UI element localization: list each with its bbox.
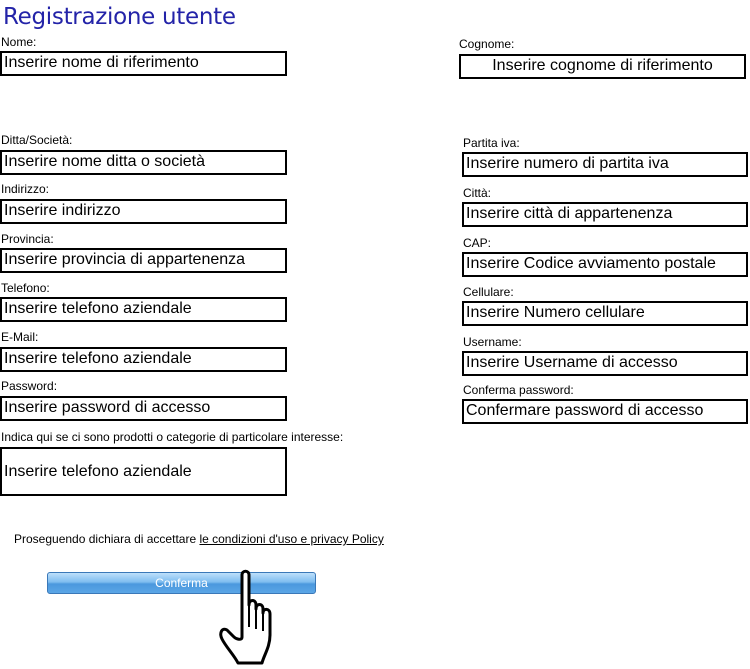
hand-pointer-icon [218,567,288,667]
conferma-button[interactable]: Conferma [47,572,316,594]
page-title: Registrazione utente [3,4,236,30]
label-cellulare: Cellulare: [463,285,514,299]
input-username[interactable]: Inserire Username di accesso [462,351,748,376]
input-citta[interactable]: Inserire città di appartenenza [462,202,748,227]
label-email: E-Mail: [1,330,39,344]
label-password: Password: [1,379,58,393]
input-conferma-password[interactable]: Confermare password di accesso [462,399,748,424]
label-provincia: Provincia: [1,232,54,246]
consent-prefix: Proseguendo dichiara di accettare [14,532,200,546]
input-indirizzo[interactable]: Inserire indirizzo [0,199,287,224]
input-email[interactable]: Inserire telefono aziendale [0,347,287,372]
input-provincia[interactable]: Inserire provincia di appartenenza [0,248,287,273]
label-citta: Città: [463,186,492,200]
input-password[interactable]: Inserire password di accesso [0,396,287,421]
label-conferma-password: Conferma password: [463,383,574,397]
input-ditta[interactable]: Inserire nome ditta o società [0,150,287,175]
terms-privacy-link[interactable]: le condizioni d'uso e privacy Policy [199,532,384,546]
input-partita-iva[interactable]: Inserire numero di partita iva [462,152,748,177]
label-partita-iva: Partita iva: [463,136,520,150]
input-telefono[interactable]: Inserire telefono aziendale [0,297,287,322]
textarea-interessi[interactable]: Inserire telefono aziendale [0,447,287,496]
label-username: Username: [463,335,522,349]
input-cap[interactable]: Inserire Codice avviamento postale [462,252,748,277]
label-interessi: Indica qui se ci sono prodotti o categorie di particolare interesse: [1,430,344,444]
input-cellulare[interactable]: Inserire Numero cellulare [462,301,748,326]
label-ditta: Ditta/Società: [1,133,73,147]
label-cognome: Cognome: [459,37,515,51]
input-nome[interactable]: Inserire nome di riferimento [0,51,287,76]
label-nome: Nome: [1,35,37,49]
input-cognome[interactable]: Inserire cognome di riferimento [459,54,746,79]
label-telefono: Telefono: [1,281,50,295]
consent-text [14,532,384,546]
label-indirizzo: Indirizzo: [1,182,50,196]
label-cap: CAP: [463,236,492,250]
